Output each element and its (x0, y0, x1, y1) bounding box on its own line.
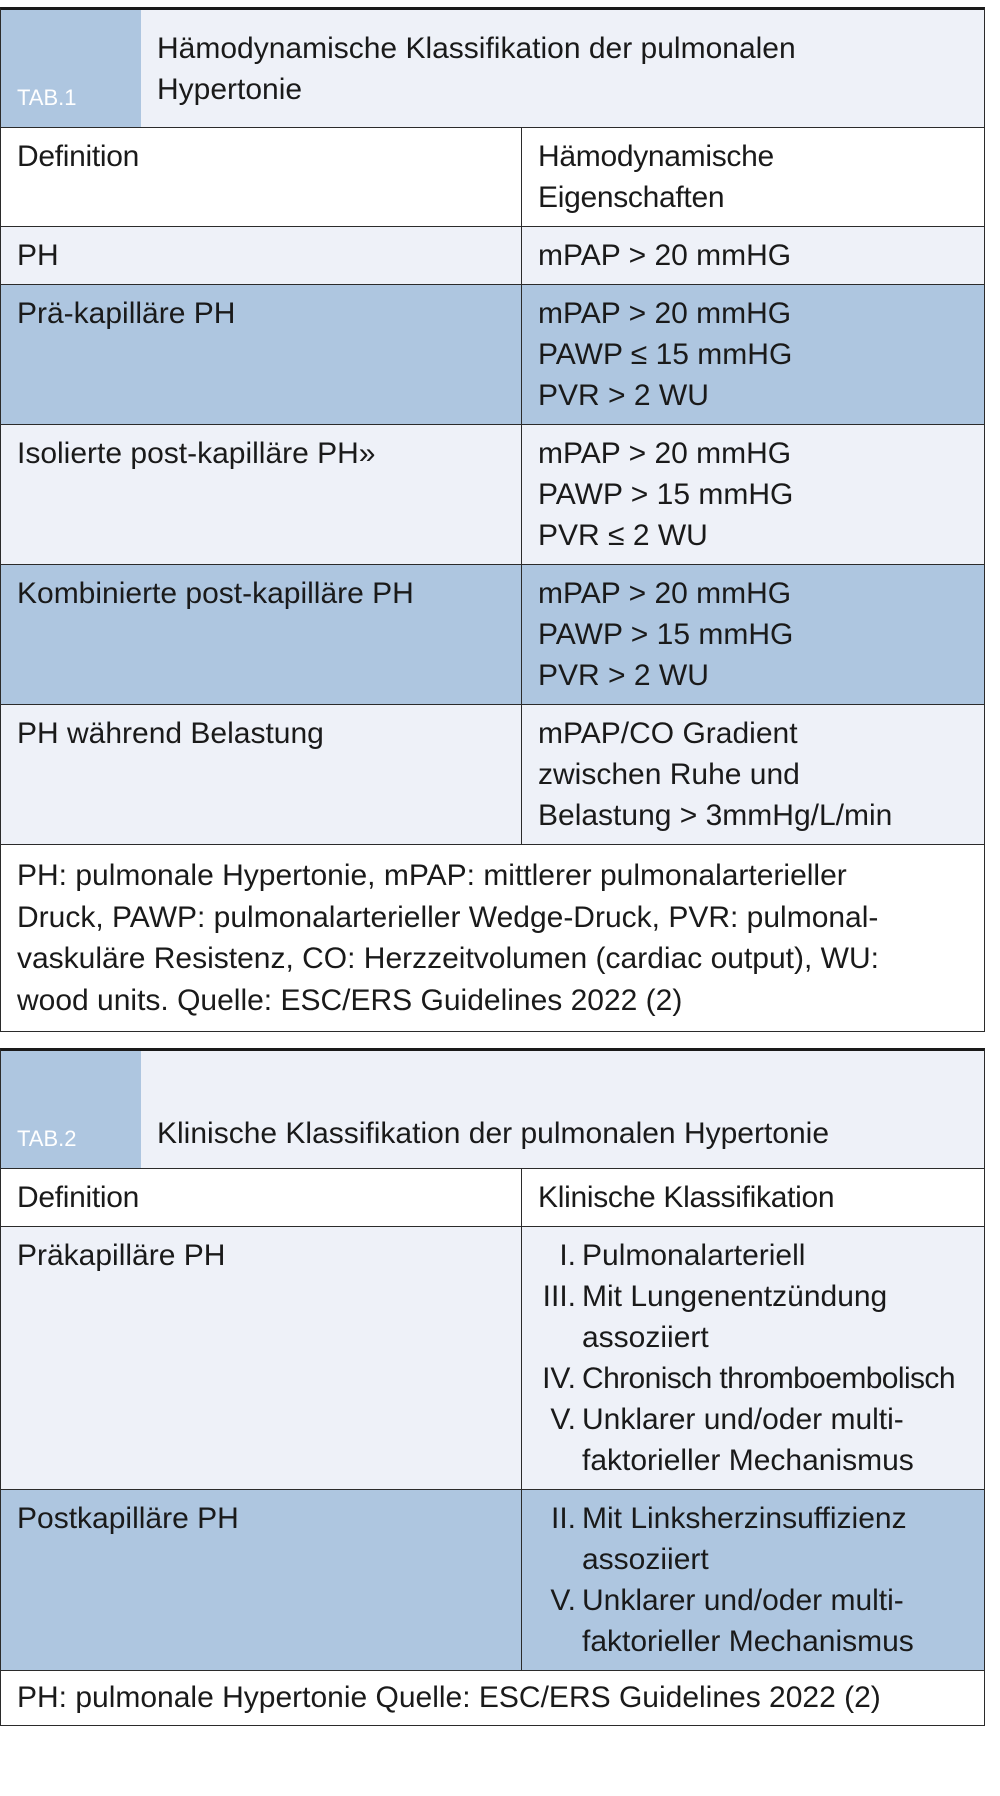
table-row: PH mPAP > 20 mmHG (1, 227, 984, 285)
table-1-label: TAB.1 (1, 10, 141, 127)
table-1-title: Hämodynamische Klassifikation der pulmonalen Hypertonie (157, 31, 796, 106)
column-header-definition: Definition (1, 128, 522, 226)
table-2-label: TAB.2 (1, 1051, 141, 1168)
table-2-footnote: PH: pulmonale Hypertonie Quelle: ESC/ERS Guidelines 2022 (2) (1, 1671, 984, 1725)
table-row: Präkapilläre PH I. Pulmonalarteriell III. Mit Lungenentzündung assoziiert IV. Chronisch thromboembolisch V. Unklarer und/oder multi- faktorieller Mechanismus (1, 1227, 984, 1490)
table-1-footnote: PH: pulmonale Hypertonie, mPAP: mittlerer pulmonalarterieller Druck, PAWP: pulmonalarterieller Wedge-Druck, PVR: pulmonal- vaskuläre Resistenz, CO: Herzzeitvolumen (cardiac output), WU: wood units. Quelle: ESC/ERS Guidelines 2022 (2) (1, 845, 984, 1031)
column-header-definition: Definition (1, 1169, 522, 1226)
column-header-classification: Klinische Klassifikation (538, 1181, 835, 1214)
table-row: Kombinierte post-kapilläre PH mPAP > 20 mmHG PAWP > 15 mmHG PVR > 2 WU (1, 565, 984, 705)
table-row: Postkapilläre PH II. Mit Linksherzinsuffizienz assoziiert V. Unklarer und/oder multi- faktorieller Mechanismus (1, 1490, 984, 1671)
table-2 (0, 1048, 985, 1726)
table-1-header (1, 10, 984, 128)
table-1 (0, 7, 985, 1032)
table-row: Isolierte post-kapilläre PH» mPAP > 20 mmHG PAWP > 15 mmHG PVR ≤ 2 WU (1, 425, 984, 565)
column-header-row (1, 1169, 984, 1227)
table-row: PH während Belastung mPAP/CO Gradient zwischen Ruhe und Belastung > 3mmHg/L/min (1, 705, 984, 845)
column-header-row (1, 128, 984, 227)
table-row: Prä-kapilläre PH mPAP > 20 mmHG PAWP ≤ 15 mmHG PVR > 2 WU (1, 285, 984, 425)
column-header-properties: Hämodynamische Eigenschaften (538, 140, 774, 214)
table-2-header (1, 1051, 984, 1169)
table-2-title: Klinische Klassifikation der pulmonalen Hypertonie (157, 1117, 830, 1150)
